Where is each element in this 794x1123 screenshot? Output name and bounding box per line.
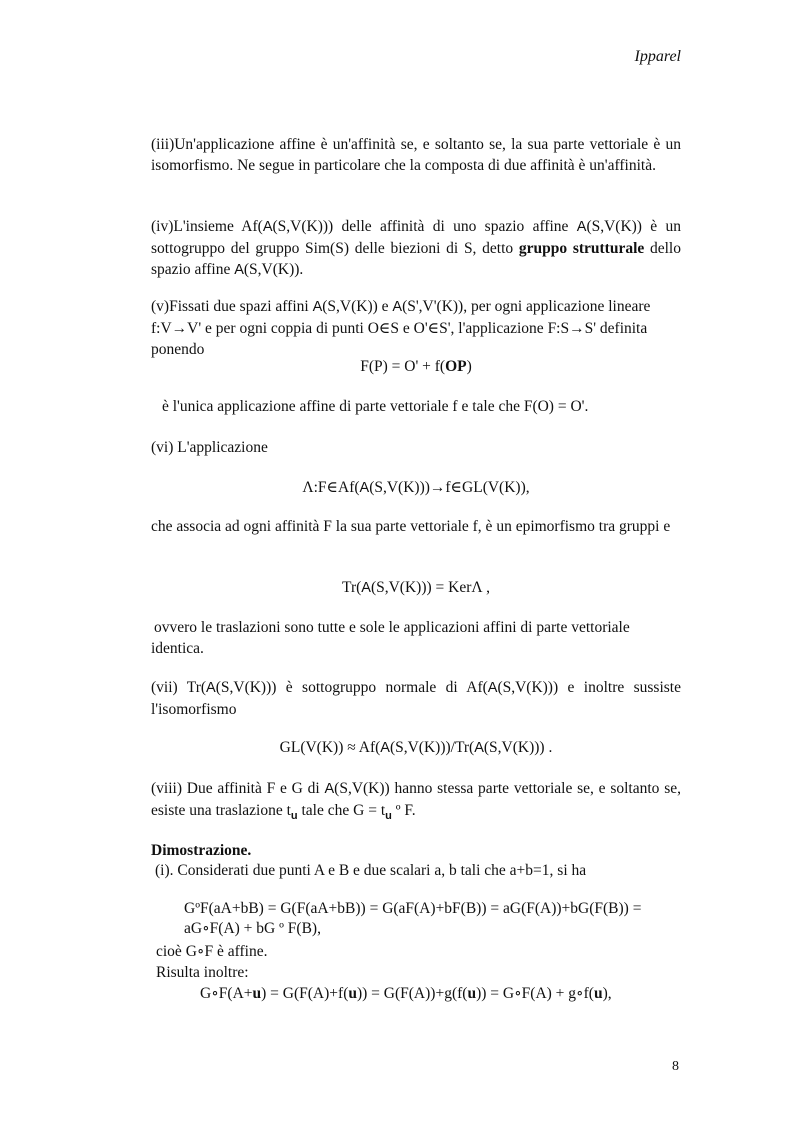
item-vi-intro: (vi) L'applicazione — [151, 439, 268, 456]
proof-line-1: (i). Considerati due punti A e B e due scalari a, b tali che a+b=1, si ha — [155, 862, 587, 879]
proof-equation-2: aG∘F(A) + bG º F(B), — [184, 920, 321, 937]
item-iv: (iv)L'insieme Af(A(S,V(K))) delle affinità di uno spazio affine A(S,V(K)) è un sottogruppo del gruppo Sim(S) delle biezioni di S, detto gruppo strutturale dello spazio affine A(S,V(K)). — [151, 218, 681, 278]
formula-lambda: Λ:F∈Af(A(S,V(K)))→f∈GL(V(K)), — [302, 479, 530, 496]
item-vii: (vii) Tr(A(S,V(K))) è sottogruppo normale di Af(A(S,V(K))) e inoltre sussiste l'isomorfismo — [151, 679, 681, 718]
proof-heading: Dimostrazione. — [151, 842, 252, 859]
running-header: Ipparel — [634, 48, 681, 65]
page-number: 8 — [672, 1059, 679, 1074]
item-viii: (viii) Due affinità F e G di A(S,V(K)) hanno stessa parte vettoriale se, e soltanto se, esiste una traslazione $t_u$ tale che $G = t_u$ º F. — [151, 780, 681, 823]
term-gruppo-strutturale: gruppo strutturale — [518, 240, 645, 257]
proof-equation-1: GºF(aA+bB) = G(F(aA+bB)) = G(aF(A)+bF(B)) = aG(F(A))+bG(F(B)) = — [184, 900, 642, 917]
proof-line-3: Risulta inoltre: — [156, 964, 249, 981]
item-v-conclusion: è l'unica applicazione affine di parte vettoriale f e tale che F(O) = O'. — [162, 398, 589, 415]
item-vi-conclusion: ovvero le traslazioni sono tutte e sole le applicazioni affini di parte vettoriale identica. — [151, 619, 630, 657]
item-iii: (iii)Un'applicazione affine è un'affinità se, e soltanto se, la sua parte vettoriale è un isomorfismo. Ne segue in particolare che la composta di due affinità è un'affinità. — [151, 136, 681, 174]
proof-line-2: cioè G∘F è affine. — [156, 943, 268, 960]
proof-equation-3: G∘F(A+u) = G(F(A)+f(u)) = G(F(A))+g(f(u)) = G∘F(A) + g∘f(u), — [200, 985, 612, 1002]
formula-tr-ker: Tr(A(S,V(K))) = KerΛ , — [342, 579, 490, 596]
formula-fp: F(P) = O' + f(OP) — [360, 358, 472, 375]
item-v: (v)Fissati due spazi affini A(S,V(K)) e A(S',V'(K)), per ogni applicazione lineare f:V→V' e per ogni coppia di punti O∈S e O'∈S', l'applicazione F:S→S' definita ponendo — [151, 298, 651, 358]
item-vi-text: che associa ad ogni affinità F la sua parte vettoriale f, è un epimorfismo tra gruppi e — [151, 518, 671, 535]
formula-isomorphism: GL(V(K)) ≈ Af(A(S,V(K)))/Tr(A(S,V(K))) . — [279, 739, 553, 756]
